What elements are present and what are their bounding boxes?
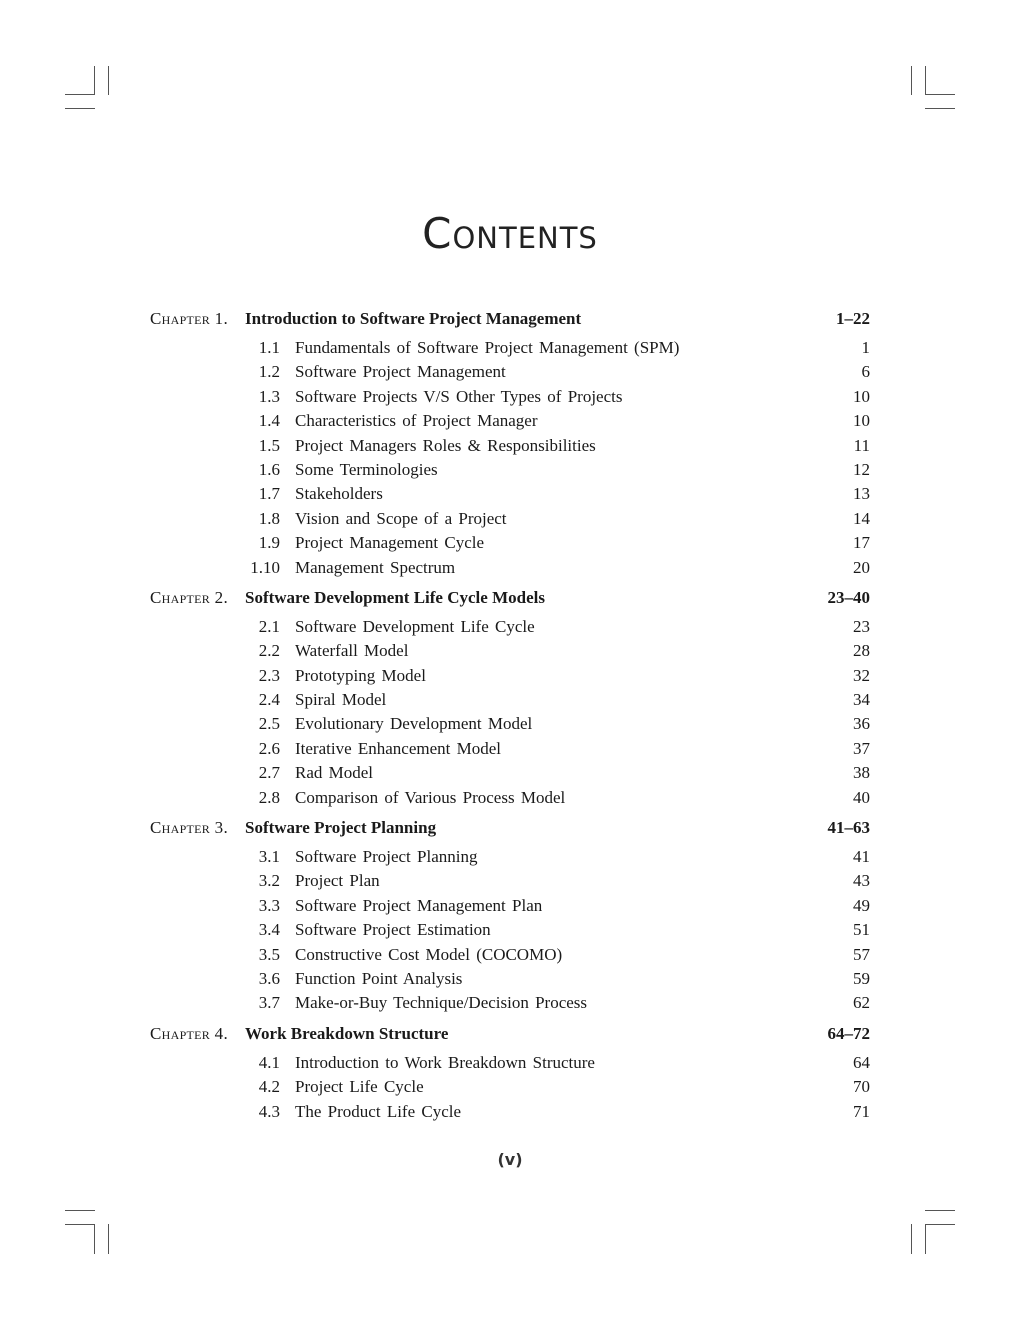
section-title: Iterative Enhancement Model — [295, 738, 502, 758]
section-number: 2.3 — [258, 665, 280, 685]
section-page: 10 — [853, 386, 870, 406]
section-number: 1.8 — [258, 508, 280, 528]
section-number: 3.5 — [258, 944, 280, 964]
toc-entry[interactable] — [0, 639, 1020, 663]
section-page: 13 — [853, 484, 870, 504]
toc-entry[interactable] — [0, 688, 1020, 712]
toc-entry[interactable] — [0, 531, 1020, 555]
section-number: 2.2 — [258, 641, 280, 661]
section-number: 3.7 — [258, 993, 280, 1013]
toc-entry[interactable] — [0, 434, 1020, 458]
section-number: 1.5 — [258, 435, 280, 455]
toc-entry[interactable] — [0, 615, 1020, 639]
chapter-heading[interactable] — [0, 306, 1020, 331]
chapter-page-range: 64–72 — [827, 1023, 870, 1043]
toc-entry[interactable] — [0, 507, 1020, 531]
section-title: Prototyping Model — [295, 665, 426, 685]
section-number: 3.4 — [258, 920, 280, 940]
chapter-label: Chapter 1. — [150, 309, 229, 328]
toc-entry[interactable] — [0, 869, 1020, 893]
toc-entry[interactable] — [0, 360, 1020, 384]
section-number: 3.1 — [258, 847, 280, 867]
section-page: 41 — [853, 847, 870, 867]
section-number: 3.3 — [258, 895, 280, 915]
section-number: 2.7 — [258, 763, 280, 783]
section-number: 1.1 — [258, 338, 280, 357]
section-number: 2.4 — [258, 690, 280, 710]
section-number: 4.1 — [258, 1052, 280, 1072]
section-page: 14 — [853, 508, 870, 528]
section-page: 43 — [853, 871, 870, 891]
toc-entry[interactable] — [0, 894, 1020, 918]
toc-entry[interactable] — [0, 943, 1020, 967]
section-number: 1.2 — [258, 362, 280, 382]
section-number: 1.4 — [258, 411, 280, 431]
section-page: 28 — [853, 641, 870, 661]
section-title: The Product Life Cycle — [295, 1101, 462, 1121]
section-page: 64 — [853, 1052, 870, 1072]
toc-entry[interactable] — [0, 1075, 1020, 1099]
section-page: 71 — [853, 1101, 870, 1121]
section-list — [0, 615, 1020, 810]
section-page: 36 — [853, 714, 870, 734]
section-page: 38 — [853, 763, 870, 783]
section-title: Software Project Management Plan — [295, 895, 543, 915]
section-title: Software Project Planning — [295, 847, 478, 867]
section-number: 1.7 — [258, 484, 280, 504]
toc-entry[interactable] — [0, 664, 1020, 688]
toc-entry[interactable] — [0, 712, 1020, 736]
section-title: Project Plan — [295, 871, 380, 891]
section-title: Software Development Life Cycle — [295, 616, 535, 636]
toc-entry[interactable] — [0, 786, 1020, 810]
section-number: 3.6 — [258, 968, 280, 988]
section-title: Evolutionary Development Model — [295, 714, 533, 734]
section-page: 10 — [853, 411, 870, 431]
section-title: Characteristics of Project Manager — [295, 411, 538, 431]
chapter-page-range: 41–63 — [827, 818, 870, 838]
section-number: 1.10 — [250, 557, 280, 577]
toc-entry[interactable] — [0, 336, 1020, 360]
section-page: 40 — [853, 787, 870, 807]
section-number: 1.9 — [258, 533, 280, 553]
section-number: 1.6 — [258, 459, 280, 479]
section-page: 59 — [853, 968, 870, 988]
chapter-heading[interactable] — [0, 585, 1020, 610]
section-page: 49 — [853, 895, 870, 915]
section-title: Rad Model — [295, 763, 374, 783]
chapter-title: Software Development Life Cycle Models — [245, 587, 545, 607]
section-title: Software Project Management — [295, 362, 506, 382]
chapter-page-range: 23–40 — [827, 587, 870, 607]
toc-entry[interactable] — [0, 556, 1020, 580]
section-title: Constructive Cost Model (COCOMO) — [295, 944, 563, 964]
section-page: 23 — [853, 616, 870, 636]
section-title: Project Life Cycle — [295, 1077, 424, 1097]
toc-entry[interactable] — [0, 458, 1020, 482]
section-list — [0, 1051, 1020, 1124]
section-list — [0, 336, 1020, 580]
section-number: 2.8 — [258, 787, 280, 807]
section-page: 57 — [853, 944, 870, 964]
section-page: 51 — [853, 920, 870, 940]
toc-entry[interactable] — [0, 845, 1020, 869]
section-page: 12 — [853, 459, 870, 479]
section-page: 6 — [861, 362, 870, 382]
section-title: Fundamentals of Software Project Management (SPM) — [295, 338, 680, 357]
section-number: 4.3 — [258, 1101, 280, 1121]
section-number: 2.5 — [258, 714, 280, 734]
section-number: 2.1 — [258, 616, 280, 636]
table-of-contents — [0, 306, 1020, 1129]
chapter-title: Introduction to Software Project Management — [245, 309, 582, 328]
section-title: Project Managers Roles & Responsibilities — [295, 435, 596, 455]
chapter-page-range: 1–22 — [836, 309, 870, 328]
chapter-label: Chapter 4. — [150, 1023, 229, 1043]
toc-entry[interactable] — [0, 385, 1020, 409]
section-title: Some Terminologies — [295, 459, 438, 479]
page-number: (v) — [497, 1150, 523, 1169]
chapter-label: Chapter 2. — [150, 587, 229, 607]
section-title: Vision and Scope of a Project — [295, 508, 507, 528]
chapter-label: Chapter 3. — [150, 818, 229, 838]
toc-entry[interactable] — [0, 737, 1020, 761]
section-title: Introduction to Work Breakdown Structure — [295, 1052, 595, 1072]
toc-entry[interactable] — [0, 1100, 1020, 1124]
section-title: Waterfall Model — [295, 641, 409, 661]
section-title: Comparison of Various Process Model — [295, 787, 566, 807]
section-number: 3.2 — [258, 871, 280, 891]
chapter-heading[interactable] — [0, 1021, 1020, 1046]
toc-entry[interactable] — [0, 409, 1020, 433]
section-page: 34 — [853, 690, 870, 710]
chapter-title: Work Breakdown Structure — [245, 1023, 449, 1043]
section-page: 20 — [853, 557, 870, 577]
section-title: Function Point Analysis — [295, 968, 463, 988]
toc-entry[interactable] — [0, 1051, 1020, 1075]
toc-entry[interactable] — [0, 991, 1020, 1015]
section-number: 1.3 — [258, 386, 280, 406]
section-number: 4.2 — [258, 1077, 280, 1097]
section-page: 32 — [853, 665, 870, 685]
section-page: 70 — [853, 1077, 870, 1097]
section-page: 1 — [861, 338, 870, 357]
section-list — [0, 845, 1020, 1016]
section-title: Spiral Model — [295, 690, 387, 710]
section-page: 11 — [853, 435, 870, 455]
section-page: 17 — [853, 533, 870, 553]
toc-entry[interactable] — [0, 967, 1020, 991]
page-title: Contents — [422, 209, 598, 258]
section-page: 37 — [853, 738, 870, 758]
section-page: 62 — [853, 993, 870, 1013]
chapter-heading[interactable] — [0, 815, 1020, 840]
toc-entry[interactable] — [0, 761, 1020, 785]
chapter-title: Software Project Planning — [245, 818, 437, 838]
section-title: Project Management Cycle — [295, 533, 485, 553]
section-title: Make-or-Buy Technique/Decision Process — [295, 993, 588, 1013]
toc-entry[interactable] — [0, 482, 1020, 506]
toc-entry[interactable] — [0, 918, 1020, 942]
section-title: Software Projects V/S Other Types of Projects — [295, 386, 623, 406]
section-title: Stakeholders — [295, 484, 383, 504]
section-title: Software Project Estimation — [295, 920, 491, 940]
section-title: Management Spectrum — [295, 557, 456, 577]
section-number: 2.6 — [258, 738, 280, 758]
